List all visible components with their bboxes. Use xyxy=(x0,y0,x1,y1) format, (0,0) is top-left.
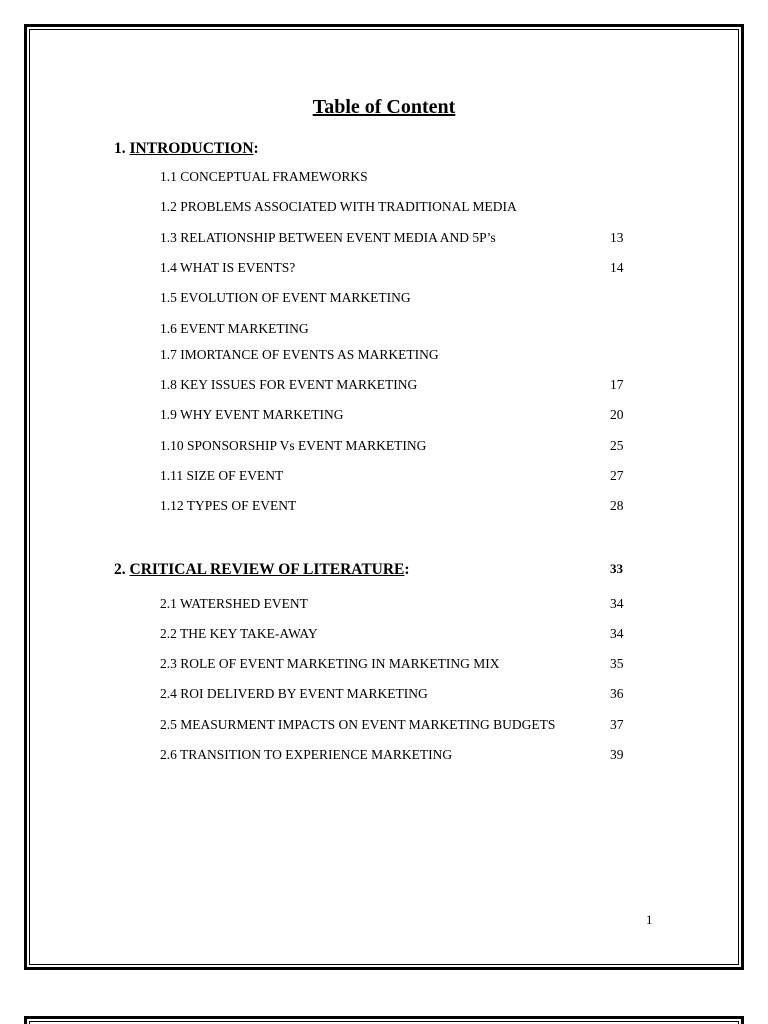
page-inner-border xyxy=(29,29,739,965)
toc-item-page: 17 xyxy=(610,377,624,392)
section-page: 33 xyxy=(610,561,623,576)
toc-item-label: 1.7 IMORTANCE OF EVENTS AS MARKETING xyxy=(160,347,439,362)
page-number: 1 xyxy=(646,912,653,927)
toc-item-page: 36 xyxy=(610,686,624,701)
section-heading-critical-review xyxy=(114,561,623,579)
section-title: INTRODUCTION xyxy=(129,140,254,157)
section-heading-introduction xyxy=(114,140,259,158)
toc-item-label: 1.10 SPONSORSHIP Vs EVENT MARKETING xyxy=(160,438,427,453)
toc-item-page: 25 xyxy=(610,438,624,453)
toc-item-label: 1.6 EVENT MARKETING xyxy=(160,321,309,336)
section-suffix: : xyxy=(404,561,410,578)
toc-item-label: 1.11 SIZE OF EVENT xyxy=(160,468,284,483)
section-number: 1. xyxy=(114,140,130,157)
page-border xyxy=(24,24,744,970)
toc-item-label: 1.8 KEY ISSUES FOR EVENT MARKETING xyxy=(160,377,418,392)
toc-item-label: 2.2 THE KEY TAKE-AWAY xyxy=(160,626,318,641)
toc-item-label: 1.1 CONCEPTUAL FRAMEWORKS xyxy=(160,169,368,184)
toc-item-label: 1.12 TYPES OF EVENT xyxy=(160,498,297,513)
section-number: 2. xyxy=(114,561,130,578)
toc-item-label: 2.4 ROI DELIVERD BY EVENT MARKETING xyxy=(160,686,428,701)
toc-item-label: 1.4 WHAT IS EVENTS? xyxy=(160,260,296,275)
toc-item-label: 2.5 MEASURMENT IMPACTS ON EVENT MARKETING BUDGETS xyxy=(160,717,556,732)
toc-item-label: 2.3 ROLE OF EVENT MARKETING IN MARKETING MIX xyxy=(160,656,500,671)
toc-item-page: 14 xyxy=(610,260,624,275)
next-page-border xyxy=(24,1016,744,1024)
toc-item-page: 34 xyxy=(610,596,624,611)
toc-item-page: 37 xyxy=(610,717,624,732)
toc-item-label: 1.2 PROBLEMS ASSOCIATED WITH TRADITIONAL MEDIA xyxy=(160,199,517,214)
section-suffix: : xyxy=(253,140,259,157)
toc-item-page: 34 xyxy=(610,626,624,641)
section-title: CRITICAL REVIEW OF LITERATURE xyxy=(129,561,405,578)
toc-item-label: 2.1 WATERSHED EVENT xyxy=(160,596,308,611)
toc-item-label: 1.5 EVOLUTION OF EVENT MARKETING xyxy=(160,290,411,305)
document-title: Table of Content xyxy=(312,96,456,118)
toc-item-page: 20 xyxy=(610,407,624,422)
toc-item-page: 35 xyxy=(610,656,624,671)
toc-item-page: 27 xyxy=(610,468,624,483)
toc-item-page: 13 xyxy=(610,230,624,245)
toc-item-page: 28 xyxy=(610,498,624,513)
toc-item-label: 1.9 WHY EVENT MARKETING xyxy=(160,407,344,422)
toc-item-label: 2.6 TRANSITION TO EXPERIENCE MARKETING xyxy=(160,747,453,762)
toc-item-page: 39 xyxy=(610,747,624,762)
toc-item-label: 1.3 RELATIONSHIP BETWEEN EVENT MEDIA AND 5P’s xyxy=(160,230,496,245)
